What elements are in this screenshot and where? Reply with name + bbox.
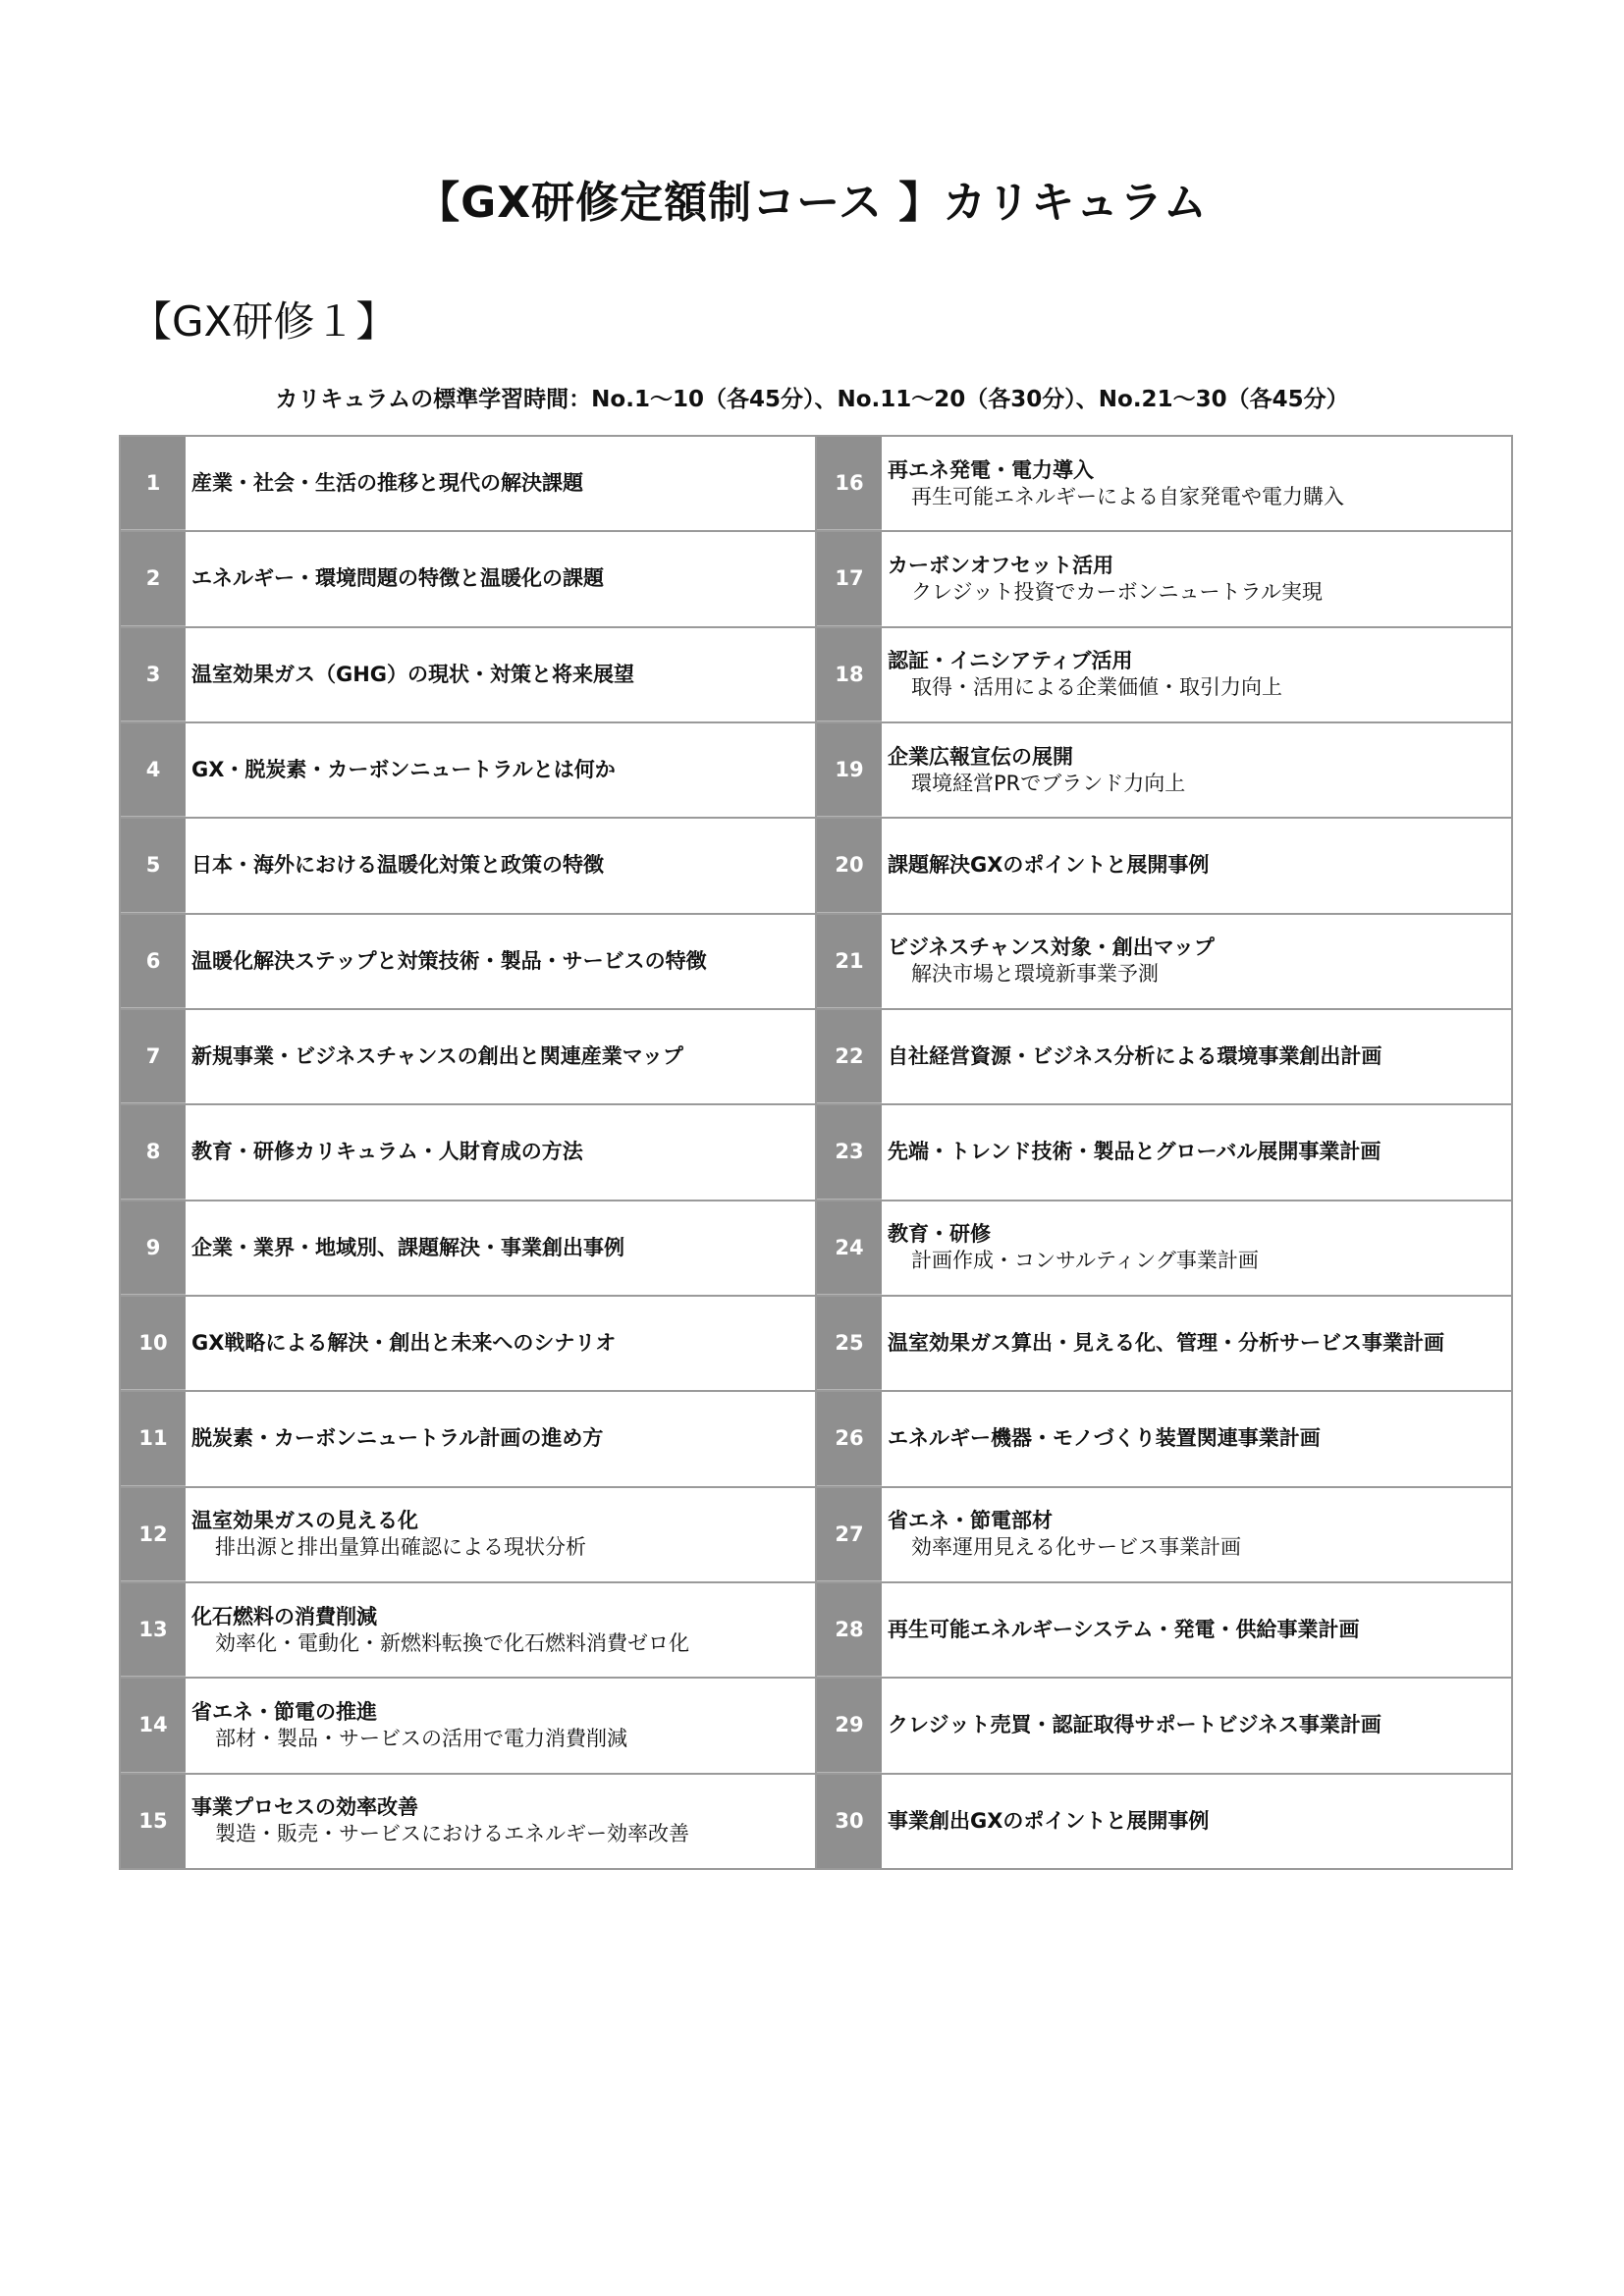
item-number: 3 <box>121 628 186 721</box>
item-title: 化石燃料の消費削減 <box>191 1604 377 1629</box>
curriculum-row <box>121 819 815 914</box>
item-number: 26 <box>817 1392 882 1485</box>
curriculum-row <box>121 1105 815 1201</box>
item-number: 25 <box>817 1297 882 1390</box>
curriculum-row <box>121 1010 815 1105</box>
item-number: 2 <box>121 532 186 625</box>
curriculum-row <box>121 1679 815 1774</box>
item-title: 温室効果ガス（GHG）の現状・対策と将来展望 <box>191 662 635 686</box>
item-subtitle: 再生可能エネルギーによる自家発電や電力購入 <box>911 484 1344 508</box>
page-title: 【GX研修定額制コース 】カリキュラム <box>416 178 1208 228</box>
item-number: 20 <box>817 819 882 912</box>
item-number: 29 <box>817 1679 882 1772</box>
curriculum-row <box>817 1583 1511 1679</box>
item-number: 14 <box>121 1679 186 1772</box>
item-subtitle: 環境経営PRでブランド力向上 <box>911 771 1186 795</box>
item-title: クレジット売買・認証取得サポートビジネス事業計画 <box>888 1713 1381 1737</box>
curriculum-row <box>121 1201 815 1297</box>
item-number: 6 <box>121 915 186 1008</box>
item-title: 温室効果ガスの見える化 <box>191 1509 418 1533</box>
item-subtitle: 計画作成・コンサルティング事業計画 <box>911 1249 1259 1273</box>
curriculum-row <box>121 1488 815 1583</box>
item-number: 30 <box>817 1775 882 1868</box>
item-title: カーボンオフセット活用 <box>888 553 1114 577</box>
curriculum-row <box>817 532 1511 627</box>
curriculum-row <box>121 1392 815 1487</box>
item-number: 23 <box>817 1105 882 1199</box>
item-title: 日本・海外における温暖化対策と政策の特徴 <box>191 853 604 878</box>
item-title: 温室効果ガス算出・見える化、管理・分析サービス事業計画 <box>888 1331 1444 1356</box>
item-title: GX戦略による解決・創出と未来へのシナリオ <box>191 1331 617 1356</box>
item-number: 5 <box>121 819 186 912</box>
item-title: GX・脱炭素・カーボンニュートラルとは何か <box>191 758 616 782</box>
item-number: 7 <box>121 1010 186 1103</box>
item-number: 16 <box>817 437 882 530</box>
curriculum-row <box>121 532 815 627</box>
item-number: 27 <box>817 1488 882 1581</box>
item-subtitle: 解決市場と環境新事業予測 <box>911 962 1159 987</box>
item-number: 12 <box>121 1488 186 1581</box>
curriculum-row <box>121 1775 815 1868</box>
item-title: 再エネ発電・電力導入 <box>888 457 1094 482</box>
curriculum-row <box>817 723 1511 819</box>
curriculum-table <box>119 435 1513 1870</box>
item-subtitle: 部材・製品・サービスの活用で電力消費削減 <box>215 1726 627 1750</box>
curriculum-row <box>817 1105 1511 1201</box>
item-title: 再生可能エネルギーシステム・発電・供給事業計画 <box>888 1618 1360 1642</box>
item-title: 省エネ・節電の推進 <box>191 1699 377 1724</box>
item-number: 22 <box>817 1010 882 1103</box>
item-title: ビジネスチャンス対象・創出マップ <box>888 935 1215 960</box>
item-number: 8 <box>121 1105 186 1199</box>
curriculum-row <box>817 1679 1511 1774</box>
item-subtitle: 製造・販売・サービスにおけるエネルギー効率改善 <box>215 1822 689 1846</box>
item-title: 教育・研修カリキュラム・人財育成の方法 <box>191 1140 583 1164</box>
item-title: 新規事業・ビジネスチャンスの創出と関連産業マップ <box>191 1044 683 1069</box>
curriculum-row <box>121 628 815 723</box>
curriculum-row <box>121 1583 815 1679</box>
item-title: 省エネ・節電部材 <box>888 1509 1053 1533</box>
item-subtitle: 取得・活用による企業価値・取引力向上 <box>911 675 1282 700</box>
item-title: 脱炭素・カーボンニュートラル計画の進め方 <box>191 1426 604 1451</box>
item-number: 4 <box>121 723 186 817</box>
curriculum-column-left <box>121 437 815 1868</box>
curriculum-row <box>817 819 1511 914</box>
item-title: 先端・トレンド技術・製品とグローバル展開事業計画 <box>888 1140 1381 1164</box>
item-number: 10 <box>121 1297 186 1390</box>
item-number: 19 <box>817 723 882 817</box>
curriculum-row <box>817 1488 1511 1583</box>
curriculum-column-right <box>815 437 1511 1868</box>
item-title: 温暖化解決ステップと対策技術・製品・サービスの特徴 <box>191 948 707 973</box>
item-subtitle: 効率運用見える化サービス事業計画 <box>911 1535 1241 1560</box>
item-title: 事業プロセスの効率改善 <box>191 1795 418 1820</box>
curriculum-row <box>817 1297 1511 1392</box>
item-subtitle: クレジット投資でカーボンニュートラル実現 <box>911 579 1323 604</box>
item-title: 事業創出GXのポイントと展開事例 <box>888 1808 1210 1833</box>
item-title: 産業・社会・生活の推移と現代の解決課題 <box>191 471 583 496</box>
curriculum-row <box>817 1010 1511 1105</box>
curriculum-row <box>817 1201 1511 1297</box>
item-title: エネルギー・環境問題の特徴と温暖化の課題 <box>191 566 604 591</box>
item-number: 17 <box>817 532 882 625</box>
item-title: 企業広報宣伝の展開 <box>888 744 1073 769</box>
curriculum-row <box>121 915 815 1010</box>
item-subtitle: 排出源と排出量算出確認による現状分析 <box>215 1535 586 1560</box>
item-title: 課題解決GXのポイントと展開事例 <box>888 853 1210 878</box>
curriculum-row <box>121 1297 815 1392</box>
item-number: 18 <box>817 628 882 721</box>
item-title: 企業・業界・地域別、課題解決・事業創出事例 <box>191 1235 624 1259</box>
item-title: 自社経営資源・ビジネス分析による環境事業創出計画 <box>888 1044 1382 1069</box>
item-title: 教育・研修 <box>888 1222 991 1247</box>
item-title: 認証・イニシアティブ活用 <box>888 649 1133 673</box>
item-number: 1 <box>121 437 186 530</box>
section-title: 【GX研修１】 <box>131 297 398 346</box>
curriculum-row <box>817 915 1511 1010</box>
item-subtitle: 効率化・電動化・新燃料転換で化石燃料消費ゼロ化 <box>215 1630 689 1655</box>
item-number: 24 <box>817 1201 882 1295</box>
curriculum-row <box>817 628 1511 723</box>
curriculum-row <box>817 1775 1511 1868</box>
item-number: 28 <box>817 1583 882 1677</box>
item-title: エネルギー機器・モノづくり装置関連事業計画 <box>888 1426 1321 1451</box>
item-number: 9 <box>121 1201 186 1295</box>
item-number: 15 <box>121 1775 186 1868</box>
item-number: 13 <box>121 1583 186 1677</box>
curriculum-row <box>817 437 1511 532</box>
item-number: 11 <box>121 1392 186 1485</box>
curriculum-row <box>121 723 815 819</box>
curriculum-row <box>121 437 815 532</box>
curriculum-row <box>817 1392 1511 1487</box>
study-time-note: カリキュラムの標準学習時間：No.1～10（各45分）、No.11～20（各30分）、No.21～30（各45分） <box>275 387 1349 412</box>
item-number: 21 <box>817 915 882 1008</box>
